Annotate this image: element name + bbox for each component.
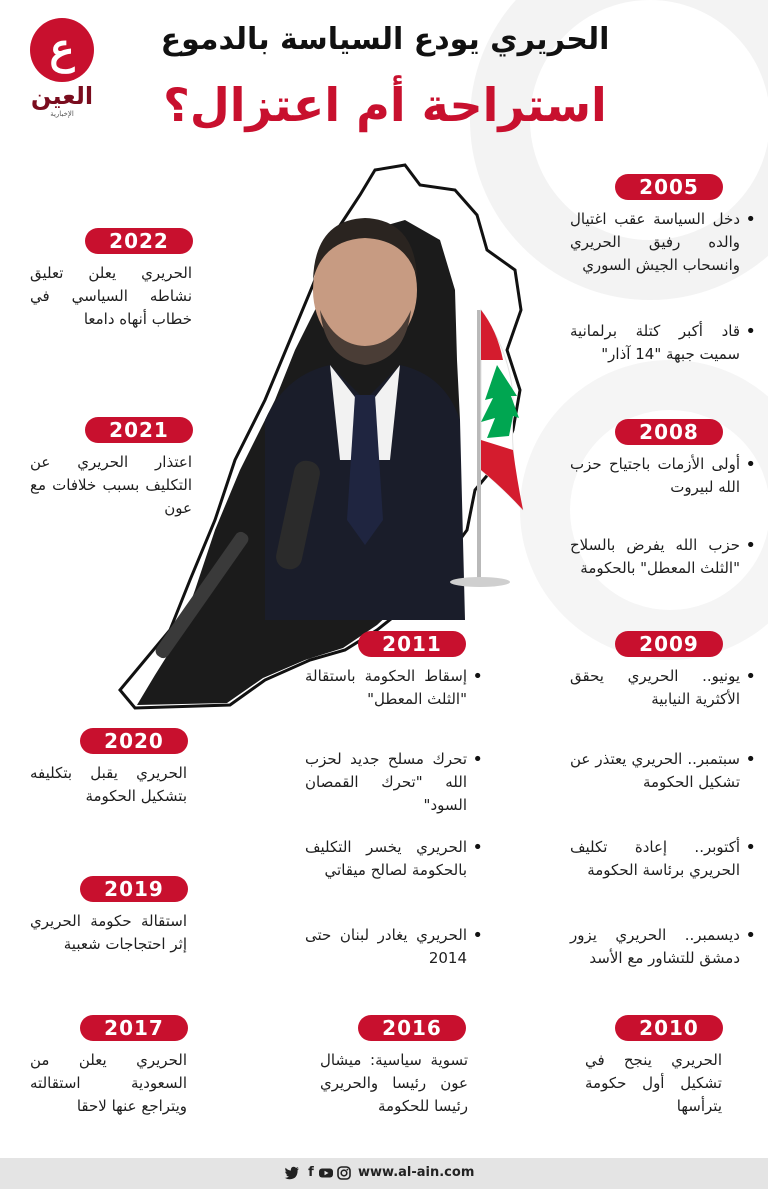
headline: الحريري يودع السياسة بالدموع xyxy=(160,22,610,57)
website-link[interactable]: www.al-ain.com xyxy=(358,1165,475,1180)
year-badge-2011: 2011 xyxy=(358,631,466,657)
logo-name: العين xyxy=(30,82,94,110)
event-text: تسوية سياسية: ميشال عون رئيسا والحريري رئيسا للحكومة xyxy=(320,1051,468,1115)
subheadline: استراحة أم اعتزال؟ xyxy=(163,78,607,132)
event-text: الحريري يعلن تعليق نشاطه السياسي في خطاب أنهاه دامعا xyxy=(30,264,192,328)
flag-pole xyxy=(477,310,481,580)
background-shape xyxy=(520,360,768,660)
flag-base xyxy=(450,577,510,587)
facebook-icon[interactable]: f xyxy=(308,1165,314,1180)
event-item: • إسقاط الحكومة باستقالة "الثلث المعطل" xyxy=(305,665,483,711)
event-item: • أكتوبر.. إعادة تكليف الحريري برئاسة الحكومة xyxy=(570,836,756,882)
year-badge-2009: 2009 xyxy=(615,631,723,657)
flag-red-bottom xyxy=(481,440,523,510)
year-badge-2016: 2016 xyxy=(358,1015,466,1041)
event-text: الحريري يقبل بتكليفه بتشكيل الحكومة xyxy=(30,764,187,805)
twitter-icon[interactable] xyxy=(284,1165,300,1181)
event-item: • يونيو.. الحريري يحقق الأكثرية النيابية xyxy=(570,665,756,711)
year-badge-2020: 2020 xyxy=(80,728,188,754)
logo-subtitle: الإخبارية xyxy=(50,110,74,118)
year-badge-2005: 2005 xyxy=(615,174,723,200)
event-item: • الحريري يغادر لبنان حتى 2014 xyxy=(305,924,483,970)
year-badge-2010: 2010 xyxy=(615,1015,723,1041)
event-item: • دخل السياسة عقب اغتيال والده رفيق الحريري وانسحاب الجيش السوري xyxy=(570,208,756,277)
event-item: • حزب الله يفرض بالسلاح "الثلث المعطل" بالحكومة xyxy=(570,534,756,580)
event-text: الحريري ينجح في تشكيل أول حكومة يترأسها xyxy=(585,1051,722,1115)
year-badge-2019: 2019 xyxy=(80,876,188,902)
event-item: • الحريري يخسر التكليف بالحكومة لصالح ميقاتي xyxy=(305,836,483,882)
year-badge-2017: 2017 xyxy=(80,1015,188,1041)
event-text: الحريري يعلن من السعودية استقالته ويتراجع عنها لاحقا xyxy=(30,1051,187,1115)
event-item: • قاد أكبر كتلة برلمانية سميت جبهة "14 آذار" xyxy=(570,320,756,366)
year-badge-2022: 2022 xyxy=(85,228,193,254)
event-item: • أولى الأزمات باجتياح حزب الله لبيروت xyxy=(570,453,756,499)
year-badge-2008: 2008 xyxy=(615,419,723,445)
event-item: • ديسمبر.. الحريري يزور دمشق للتشاور مع الأسد xyxy=(570,924,756,970)
year-badge-2021: 2021 xyxy=(85,417,193,443)
logo-emblem: ع xyxy=(30,18,94,82)
event-text: استقالة حكومة الحريري إثر احتجاجات شعبية xyxy=(30,912,187,953)
event-text: اعتذار الحريري عن التكليف بسبب خلافات مع عون xyxy=(30,453,192,517)
event-item: • تحرك مسلح جديد لحزب الله "تحرك القمصان السود" xyxy=(305,748,483,817)
event-item: • سبتمبر.. الحريري يعتذر عن تشكيل الحكومة xyxy=(570,748,756,794)
al-ain-logo xyxy=(22,18,102,118)
footer-bar xyxy=(0,1158,768,1189)
instagram-icon[interactable] xyxy=(336,1165,352,1181)
youtube-icon[interactable] xyxy=(318,1165,334,1181)
